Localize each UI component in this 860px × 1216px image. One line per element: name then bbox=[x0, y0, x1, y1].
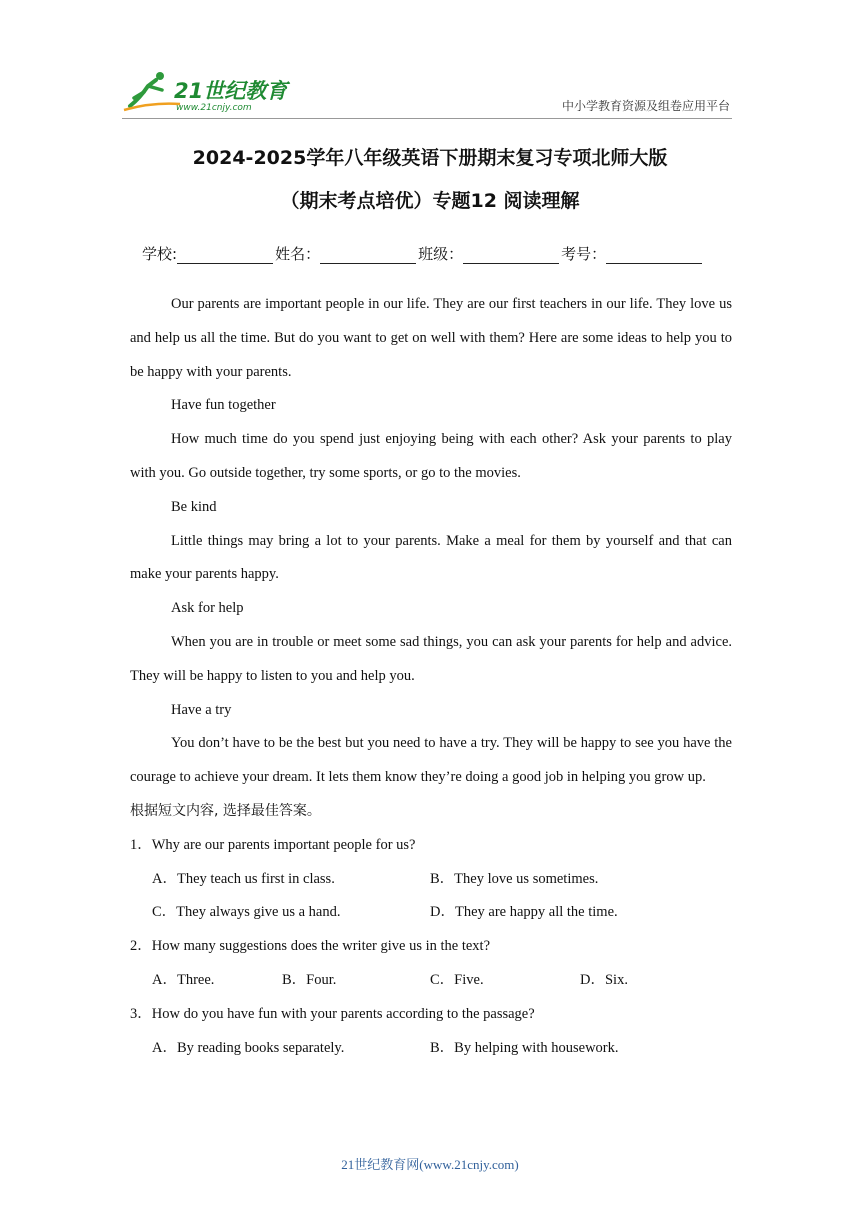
question-1-stem: 1．Why are our parents important people for us? bbox=[130, 836, 416, 853]
number-blank bbox=[606, 246, 702, 264]
option-b: B．Four. bbox=[282, 971, 337, 988]
class-label: 班级： bbox=[418, 245, 464, 263]
question-3-stem: 3．How do you have fun with your parents according to the passage? bbox=[130, 1005, 535, 1022]
title-line-1: 2024-2025学年八年级英语下册期末复习专项北师大版 bbox=[192, 147, 668, 169]
option-d: D．They are happy all the time. bbox=[430, 904, 618, 921]
passage-paragraph: Our parents are important people in our life. They are our first teachers in our life. They love us and help us all the time. But do you want to get on well with them? Here are some ideas to help you to be happy with your parents. bbox=[130, 296, 732, 380]
passage-paragraph: Little things may bring a lot to your parents. Make a meal for them by yourself and that can make your parents happy. bbox=[130, 532, 732, 583]
passage-heading: Have fun together bbox=[171, 397, 276, 414]
platform-text: 中小学教育资源及组卷应用平台 bbox=[561, 99, 730, 113]
question-1-options bbox=[130, 863, 732, 897]
passage-heading: Be kind bbox=[171, 498, 217, 515]
footer-link[interactable]: 21世纪教育网(www.21cnjy.com) bbox=[341, 1157, 519, 1172]
option-b: B．They love us sometimes. bbox=[430, 870, 599, 887]
name-label: 姓名： bbox=[275, 245, 321, 263]
passage-paragraph: How much time do you spend just enjoying being with each other? Ask your parents to play with you. Go outside together, try some sports, or go to the movies. bbox=[130, 431, 732, 481]
instruction: 根据短文内容, 选择最佳答案。 bbox=[130, 802, 321, 819]
option-a: A．Three. bbox=[152, 971, 215, 988]
passage-heading: Ask for help bbox=[171, 600, 244, 617]
option-a: A．They teach us first in class. bbox=[152, 870, 335, 887]
class-blank bbox=[463, 246, 559, 264]
title-line-2: （期末考点培优）专题12 阅读理解 bbox=[280, 190, 580, 212]
header-divider bbox=[122, 118, 732, 119]
school-blank bbox=[177, 246, 273, 264]
runner-icon bbox=[124, 72, 180, 110]
passage-heading: Have a try bbox=[171, 701, 232, 718]
student-info bbox=[142, 243, 704, 264]
passage-paragraph: You don’t have to be the best but you need to have a try. They will be happy to see you have the courage to achieve your dream. It lets them know they’re doing a good job in helping you grow up. bbox=[130, 735, 732, 786]
question-1-options-2 bbox=[130, 896, 732, 930]
reading-passage bbox=[130, 288, 732, 1065]
passage-paragraph: When you are in trouble or meet some sad things, you can ask your parents for help and advice. They will be happy to listen to you and help you. bbox=[130, 633, 732, 684]
question-3-options bbox=[130, 1032, 732, 1066]
logo-url: www.21cnjy.com bbox=[176, 103, 252, 113]
logo-text: 21世纪教育 bbox=[174, 79, 288, 103]
option-a: A．By reading books separately. bbox=[152, 1039, 345, 1056]
number-label: 考号： bbox=[561, 245, 607, 263]
option-c: C．Five. bbox=[430, 971, 484, 988]
question-2-options bbox=[130, 964, 732, 998]
option-d: D．Six. bbox=[580, 971, 628, 988]
school-label: 学校: bbox=[142, 245, 178, 263]
option-b: B．By helping with housework. bbox=[430, 1039, 619, 1056]
question-2-stem: 2．How many suggestions does the writer give us in the text? bbox=[130, 938, 491, 955]
option-c: C．They always give us a hand. bbox=[152, 904, 341, 921]
logo bbox=[122, 68, 292, 114]
name-blank bbox=[320, 246, 416, 264]
